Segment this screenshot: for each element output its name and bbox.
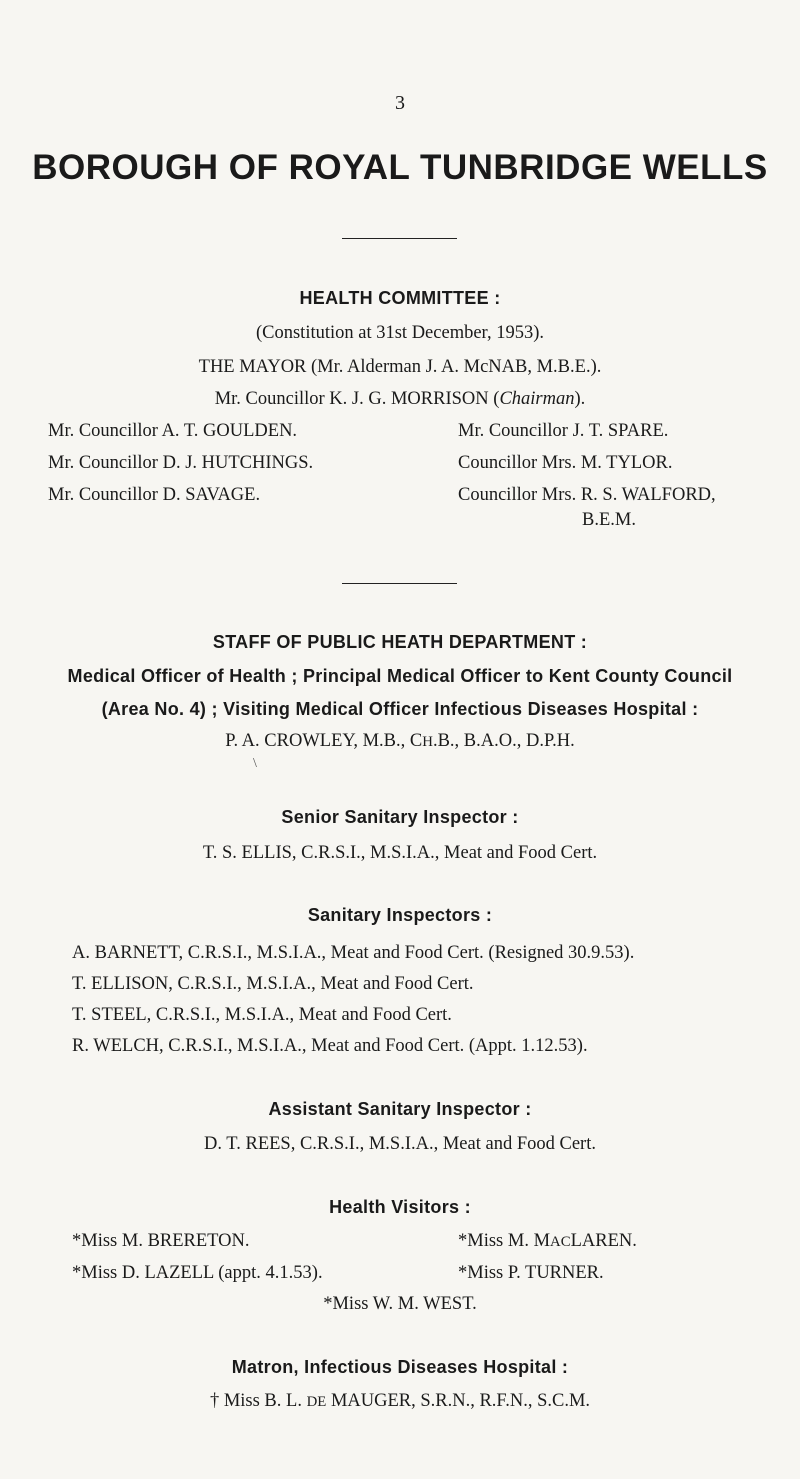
borough-title: BOROUGH OF ROYAL TUNBRIDGE WELLS [32,148,768,187]
chairman-name: Mr. Councillor K. J. G. MORRISON [214,389,489,409]
inspector-line: R. WELCH, C.R.S.I., M.S.I.A., Meat and Food Cert. (Appt. 1.12.53). [72,1036,588,1056]
moh-title-line1: Medical Officer of Health ; Principal Medical Officer to Kent County Council [67,666,733,686]
visitor-center: *Miss W. M. WEST. [323,1294,477,1314]
inspector-line: T. STEEL, C.R.S.I., M.S.I.A., Meat and Food Cert. [72,1005,452,1025]
chairman-open: ( [493,389,500,409]
moh-name-smallcaps: H [422,734,433,750]
health-visitors-heading: Health Visitors : [329,1197,471,1217]
chairman-close: ). [574,389,586,409]
stray-mark: \ [253,756,257,771]
assistant-inspector-heading: Assistant Sanitary Inspector : [268,1099,532,1119]
visitor-left: *Miss D. LAZELL (appt. 4.1.53). [72,1263,323,1283]
moh-name-part: .B., B.A.O., D.P.H. [432,731,575,751]
senior-inspector-name: T. S. ELLIS, C.R.S.I., M.S.I.A., Meat and Food Cert. [202,843,598,863]
matron-name [0,1391,800,1412]
moh-name [0,731,800,752]
visitor-right [458,1231,637,1252]
member-right: Councillor Mrs. M. TYLOR. [458,453,673,473]
visitor-right-smallcaps: AC [550,1234,571,1250]
divider-top [342,238,457,239]
moh-title-line2: (Area No. 4) ; Visiting Medical Officer Infectious Diseases Hospital : [101,699,699,719]
member-left: Mr. Councillor D. SAVAGE. [48,485,261,505]
health-committee-heading: HEALTH COMMITTEE : [299,288,501,308]
sanitary-inspectors-heading: Sanitary Inspectors : [307,905,493,925]
visitor-right-part: LAREN. [570,1231,637,1251]
member-left: Mr. Councillor A. T. GOULDEN. [48,421,298,441]
matron-heading: Matron, Infectious Diseases Hospital : [231,1357,569,1377]
inspector-line: A. BARNETT, C.R.S.I., M.S.I.A., Meat and Food Cert. (Resigned 30.9.53). [72,943,635,963]
matron-name-part: MAUGER, S.R.N., R.F.N., S.C.M. [326,1391,591,1411]
page-number: 3 [395,92,405,114]
senior-inspector-heading: Senior Sanitary Inspector : [281,807,519,827]
member-left: Mr. Councillor D. J. HUTCHINGS. [48,453,314,473]
chairman-line [0,389,800,410]
chairman-role: Chairman [499,389,575,409]
constitution-date: (Constitution at 31st December, 1953). [255,323,544,343]
member-right: Mr. Councillor J. T. SPARE. [458,421,669,441]
visitor-right: *Miss P. TURNER. [458,1263,604,1283]
moh-name-part: P. A. CROWLEY, M.B., C [225,731,423,751]
mayor-line: THE MAYOR (Mr. Alderman J. A. McNAB, M.B.E.). [198,357,602,377]
assistant-inspector-name: D. T. REES, C.R.S.I., M.S.I.A., Meat and Food Cert. [204,1134,596,1154]
member-right: Councillor Mrs. R. S. WALFORD, [458,485,716,505]
walford-suffix: B.E.M. [582,510,636,530]
staff-heading: STAFF OF PUBLIC HEATH DEPARTMENT : [212,632,588,652]
matron-name-part: † Miss B. L. [209,1391,307,1411]
divider-middle [342,583,457,584]
inspector-line: T. ELLISON, C.R.S.I., M.S.I.A., Meat and Food Cert. [72,974,474,994]
visitor-right-part: *Miss M. M [458,1231,551,1251]
matron-name-smallcaps: DE [306,1394,327,1410]
visitor-left: *Miss M. BRERETON. [72,1231,250,1251]
